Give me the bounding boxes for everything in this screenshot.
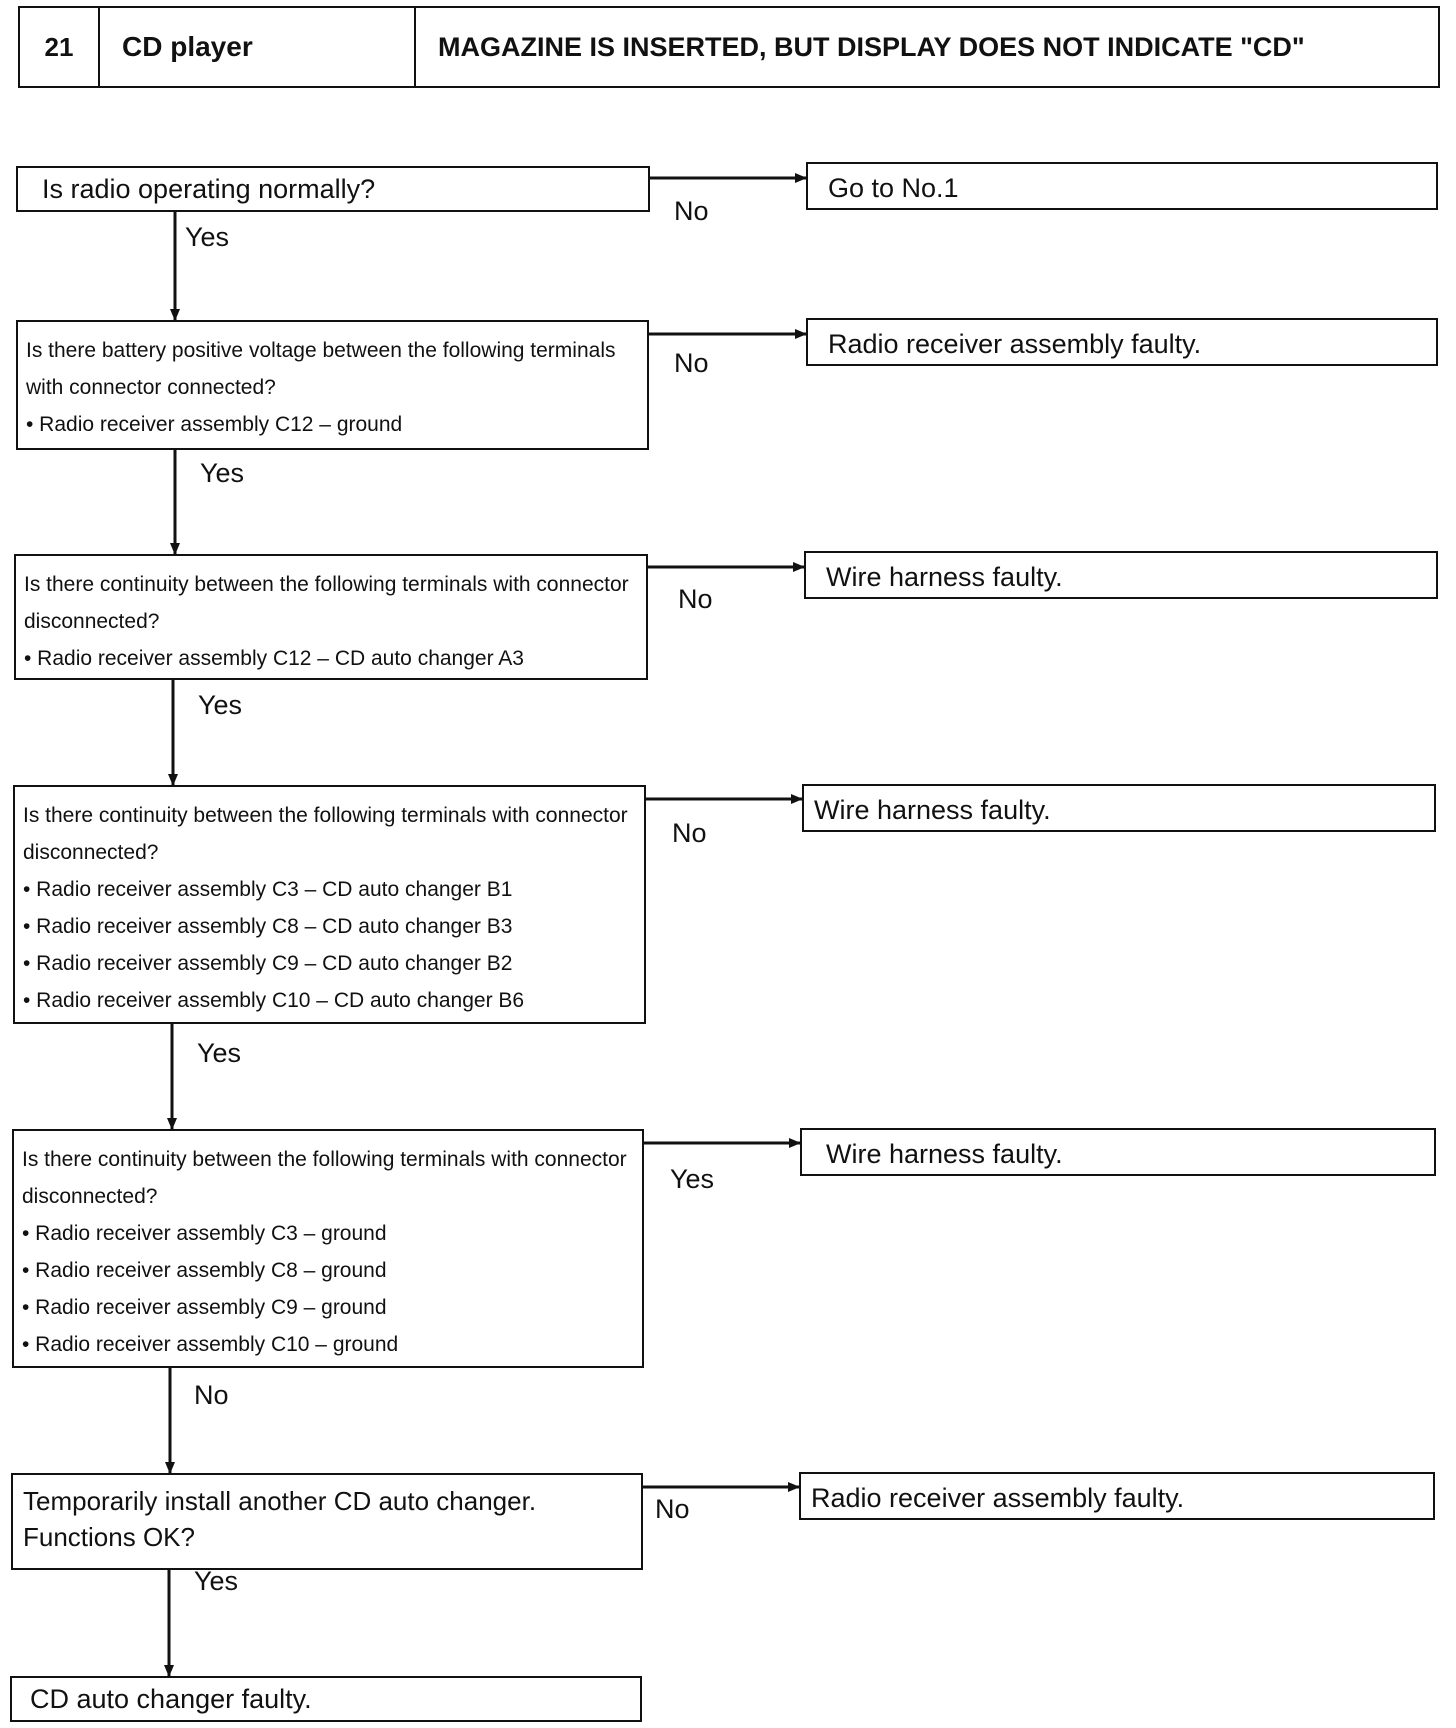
result-text-4: Wire harness faulty. — [814, 795, 1051, 825]
check-item-2-1: • Radio receiver assembly C12 – ground — [26, 413, 403, 436]
question-text-1: Is radio operating normally? — [42, 174, 376, 204]
check-item-4-1: • Radio receiver assembly C3 – CD auto changer B1 — [23, 878, 513, 901]
question-text-4: Is there continuity between the following terminals with connector disconnected? — [23, 804, 628, 864]
result-box-1 — [806, 162, 1438, 210]
no-label-5-down: No — [194, 1380, 229, 1410]
yes-label-1: Yes — [185, 222, 230, 252]
check-item-5-3: • Radio receiver assembly C9 – ground — [22, 1296, 387, 1319]
result-box-5 — [800, 1128, 1436, 1176]
check-item-4-4: • Radio receiver assembly C10 – CD auto changer B6 — [23, 989, 525, 1012]
check-item-5-2: • Radio receiver assembly C8 – ground — [22, 1259, 387, 1282]
final-result-box — [10, 1676, 642, 1722]
question-box-6 — [11, 1473, 643, 1570]
question-text-6-line2: Functions OK? — [23, 1522, 195, 1552]
result-text-3: Wire harness faulty. — [826, 562, 1063, 592]
yes-label-6: Yes — [194, 1566, 239, 1596]
question-text-2: Is there battery positive voltage between the following terminals with connector connected? — [26, 339, 616, 399]
procedure-title: MAGAZINE IS INSERTED, BUT DISPLAY DOES NOT INDICATE "CD" — [438, 31, 1305, 62]
result-box-6 — [799, 1472, 1435, 1520]
result-box-4 — [802, 784, 1436, 832]
no-label-4: No — [672, 818, 707, 848]
procedure-number: 21 — [20, 8, 100, 86]
question-box-3 — [14, 554, 648, 680]
result-text-1: Go to No.1 — [828, 173, 959, 203]
final-result-text: CD auto changer faulty. — [30, 1684, 312, 1714]
question-box-4 — [13, 785, 646, 1024]
result-box-2 — [806, 318, 1438, 366]
no-label-1: No — [674, 196, 709, 226]
yes-label-4: Yes — [197, 1038, 242, 1068]
no-label-6: No — [655, 1494, 690, 1524]
yes-label-5-side: Yes — [670, 1164, 715, 1194]
result-text-6: Radio receiver assembly faulty. — [811, 1483, 1185, 1513]
result-box-3 — [804, 551, 1438, 599]
result-text-2: Radio receiver assembly faulty. — [828, 329, 1202, 359]
check-item-4-2: • Radio receiver assembly C8 – CD auto changer B3 — [23, 915, 513, 938]
result-text-5: Wire harness faulty. — [826, 1139, 1063, 1169]
question-box-2 — [16, 320, 649, 450]
question-text-6-line1: Temporarily install another CD auto changer. — [23, 1486, 537, 1516]
no-label-2: No — [674, 348, 709, 378]
question-box-1 — [16, 166, 650, 212]
check-item-5-4: • Radio receiver assembly C10 – ground — [22, 1333, 399, 1356]
question-text-3: Is there continuity between the following terminals with connector disconnected? — [24, 573, 629, 633]
procedure-topic: CD player — [100, 8, 416, 86]
no-label-3: No — [678, 584, 713, 614]
question-box-5 — [12, 1129, 644, 1368]
question-text-5: Is there continuity between the following terminals with connector disconnected? — [22, 1148, 627, 1208]
yes-label-3: Yes — [198, 690, 243, 720]
yes-label-2: Yes — [200, 458, 245, 488]
check-item-5-1: • Radio receiver assembly C3 – ground — [22, 1222, 387, 1245]
check-item-4-3: • Radio receiver assembly C9 – CD auto changer B2 — [23, 952, 513, 975]
check-item-3-1: • Radio receiver assembly C12 – CD auto changer A3 — [24, 647, 524, 670]
